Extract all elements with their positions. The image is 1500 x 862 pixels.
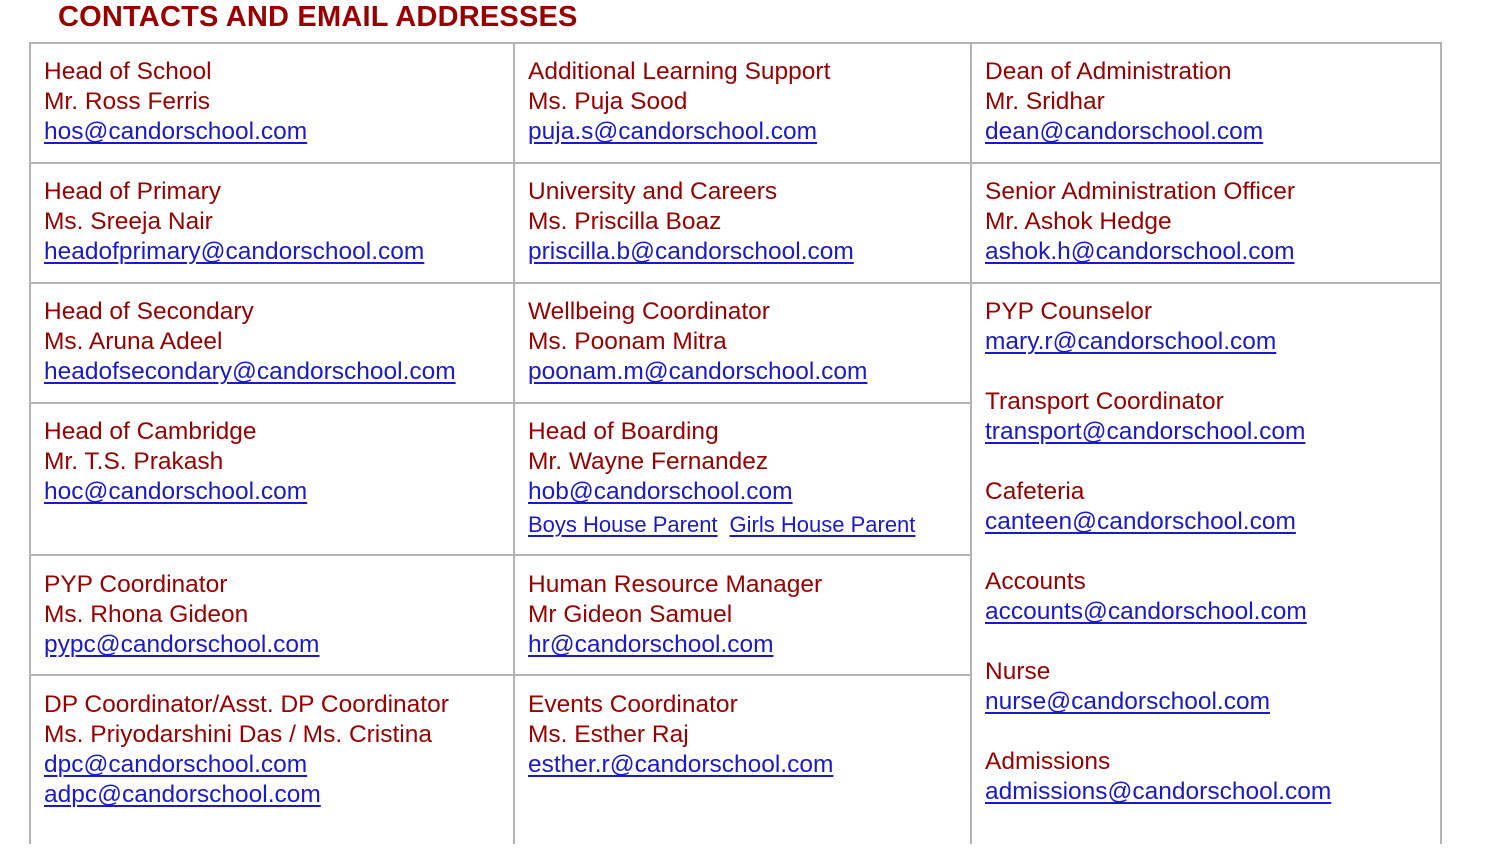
email-link[interactable]: priscilla.b@candorschool.com (528, 238, 854, 265)
boys-house-parent-link[interactable]: Boys House Parent (528, 512, 718, 537)
department-role: PYP Counselor (985, 298, 1153, 325)
contact-name: Mr. T.S. Prakash (44, 448, 224, 475)
contact-cell (44, 177, 424, 267)
contact-cell (44, 690, 449, 810)
contact-cell (44, 417, 307, 507)
email-link[interactable]: headofsecondary@candorschool.com (44, 358, 456, 385)
contact-role: Human Resource Manager (528, 571, 823, 598)
contact-role: PYP Coordinator (44, 571, 228, 598)
department-role: Transport Coordinator (985, 388, 1224, 415)
contact-name: Mr. Wayne Fernandez (528, 448, 769, 475)
contact-name: Mr. Sridhar (985, 88, 1105, 115)
contact-name: Ms. Priscilla Boaz (528, 208, 722, 235)
email-link[interactable]: pypc@candorschool.com (44, 631, 320, 658)
contact-name: Ms. Poonam Mitra (528, 328, 727, 355)
email-link[interactable]: headofprimary@candorschool.com (44, 238, 425, 265)
contact-cell (44, 570, 319, 660)
contact-role: University and Careers (528, 178, 778, 205)
row-divider (29, 402, 972, 404)
department-role: Cafeteria (985, 478, 1085, 505)
contact-name: Ms. Rhona Gideon (44, 601, 249, 628)
email-link[interactable]: hoc@candorschool.com (44, 478, 308, 505)
contact-cell (44, 57, 307, 147)
contact-role: Dean of Administration (985, 58, 1232, 85)
email-link[interactable]: admissions@candorschool.com (985, 778, 1332, 805)
email-link[interactable]: poonam.m@candorschool.com (528, 358, 868, 385)
contact-role: Head of Boarding (528, 418, 719, 445)
contact-name: Mr Gideon Samuel (528, 601, 733, 628)
email-link[interactable]: ashok.h@candorschool.com (985, 238, 1295, 265)
contact-cell (985, 177, 1295, 267)
row-divider (29, 554, 972, 556)
contact-role: Head of Primary (44, 178, 222, 205)
page-title: CONTACTS AND EMAIL ADDRESSES (58, 1, 578, 33)
contact-name: Ms. Priyodarshini Das / Ms. Cristina (44, 721, 433, 748)
email-link[interactable]: accounts@candorschool.com (985, 598, 1307, 625)
contact-role: Additional Learning Support (528, 58, 831, 85)
contact-cell (528, 690, 833, 780)
contact-name: Ms. Sreeja Nair (44, 208, 213, 235)
department-role: Admissions (985, 748, 1111, 775)
email-link[interactable]: canteen@candorschool.com (985, 508, 1296, 535)
email-link[interactable]: puja.s@candorschool.com (528, 118, 818, 145)
row-divider (29, 282, 1442, 284)
contact-role: Head of Cambridge (44, 418, 257, 445)
contact-cell (528, 177, 854, 267)
email-link[interactable]: hos@candorschool.com (44, 118, 308, 145)
contact-cell (528, 417, 927, 541)
email-link[interactable]: nurse@candorschool.com (985, 688, 1270, 715)
email-link[interactable]: hob@candorschool.com (528, 478, 793, 505)
email-link[interactable]: transport@candorschool.com (985, 418, 1306, 445)
email-link[interactable]: esther.r@candorschool.com (528, 751, 834, 778)
contact-cell (528, 297, 867, 387)
email-link[interactable]: hr@candorschool.com (528, 631, 774, 658)
contact-role: Senior Administration Officer (985, 178, 1296, 205)
row-divider (29, 162, 1442, 164)
girls-house-parent-link[interactable]: Girls House Parent (729, 512, 916, 537)
email-link[interactable]: dean@candorschool.com (985, 118, 1264, 145)
contact-name: Ms. Puja Sood (528, 88, 688, 115)
contact-cell (528, 57, 830, 147)
department-role: Nurse (985, 658, 1051, 685)
contact-role: DP Coordinator/Asst. DP Coordinator (44, 691, 449, 718)
contact-role: Events Coordinator (528, 691, 738, 718)
contact-role: Wellbeing Coordinator (528, 298, 770, 325)
contact-cell (985, 57, 1263, 147)
contact-role: Head of School (44, 58, 212, 85)
contact-name: Mr. Ross Ferris (44, 88, 211, 115)
email-link[interactable]: dpc@candorschool.com (44, 751, 308, 778)
contact-name: Ms. Aruna Adeel (44, 328, 223, 355)
contact-cell (44, 297, 456, 387)
contact-role: Head of Secondary (44, 298, 254, 325)
email-link[interactable]: adpc@candorschool.com (44, 781, 321, 808)
table-border-top (29, 42, 1442, 44)
department-role: Accounts (985, 568, 1086, 595)
department-list (985, 297, 1331, 807)
contacts-table (29, 42, 1442, 862)
email-link[interactable]: mary.r@candorschool.com (985, 328, 1277, 355)
contact-name: Ms. Esther Raj (528, 721, 689, 748)
contact-cell (528, 570, 822, 660)
contact-name: Mr. Ashok Hedge (985, 208, 1172, 235)
row-divider (29, 674, 972, 676)
